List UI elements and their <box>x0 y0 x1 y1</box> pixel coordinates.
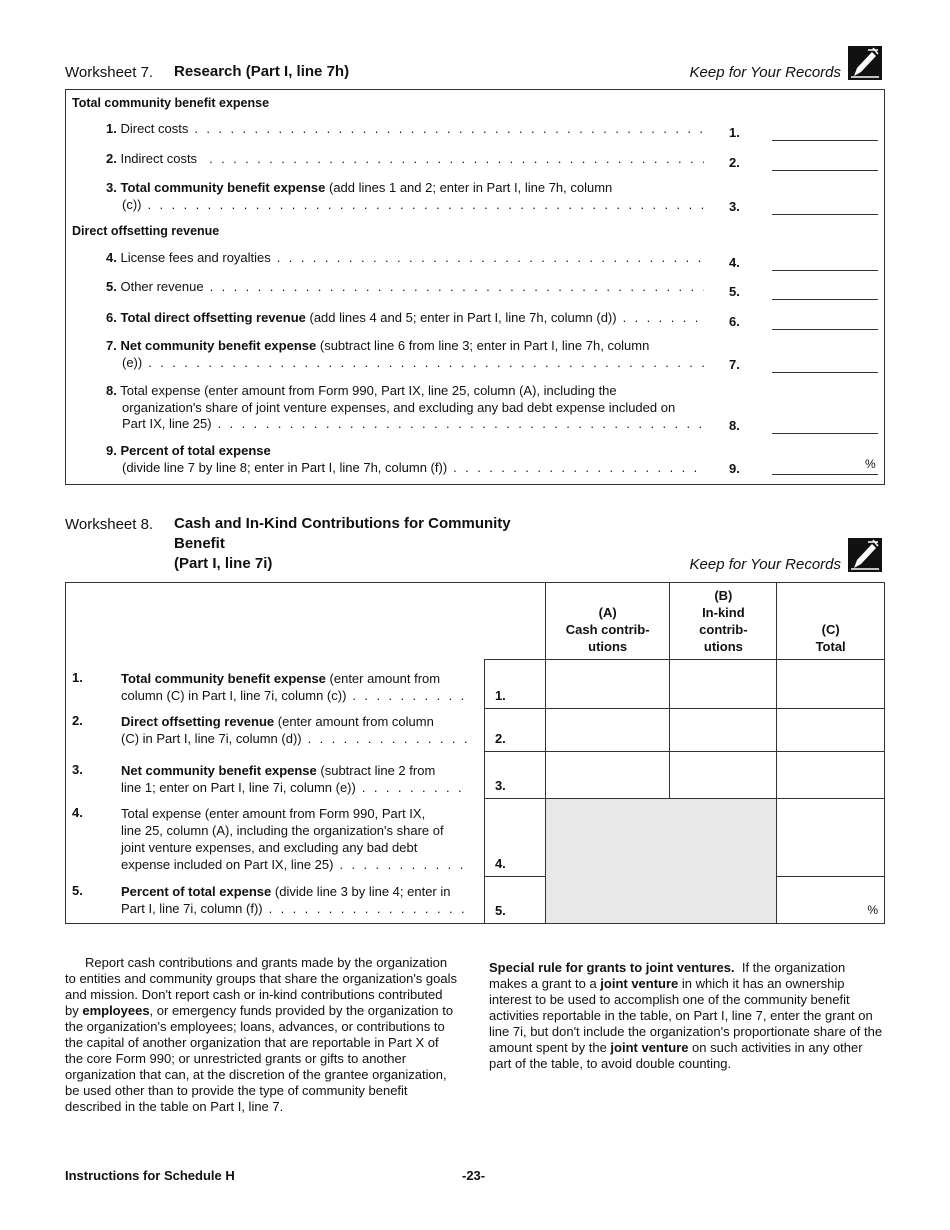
ws8-r1-total[interactable] <box>777 660 885 709</box>
ws7-line-num-2: 2. <box>729 155 740 170</box>
ws7-percent-sign: % <box>865 457 876 471</box>
ws7-line-num-4: 4. <box>729 255 740 270</box>
ws7-line-num-1: 1. <box>729 125 740 140</box>
ws8-line-num-1: 1. <box>484 660 545 709</box>
ws8-line-num-2: 2. <box>484 709 545 752</box>
ws8-line-num-3: 3. <box>484 752 545 799</box>
ws7-answer-7[interactable] <box>772 371 878 373</box>
ws8-line-num-5: 5. <box>484 877 545 924</box>
ws7-answer-4[interactable] <box>772 269 878 271</box>
table-row: 5. Percent of total expense (divide line 3 by line 4; enter in Part I, line 7i, column (f)) . . . 5. % <box>66 877 885 924</box>
ws8-header-row <box>66 583 885 660</box>
ws8-title-1: Cash and In-Kind Contributions for Community <box>174 515 511 532</box>
ws7-line-3: 3. Total community benefit expense (add lines 1 and 2; enter in Part I, line 7h, column (c)) . . . <box>106 180 704 213</box>
col-c-header: (C) Total <box>777 583 885 660</box>
ws7-answer-9[interactable] <box>772 473 878 475</box>
left-paragraph: Report cash contributions and grants made by the organization to entities and community groups that share the organization's goals and mission. Don't report cash or in-kind contributions contributed by employees, or emergency funds provided by the organization to the organization's employees; loans, advances, or contributions to the capital of another organization that are reportable in Part X of the core Form 990; or unrestricted grants or gifts to another organization that can, at the discretion of the grantee organization, be used other than to provide the type of community benefit described in the table on Part I, line 7. <box>65 955 457 1114</box>
ws8-title-2: Benefit <box>174 535 225 552</box>
pencil-records-icon <box>848 538 882 572</box>
ws7-line-2: 2. Indirect costs . . . <box>106 151 704 168</box>
ws8-r3-cash[interactable] <box>545 752 670 799</box>
col-a-header: (A) Cash contrib- utions <box>545 583 670 660</box>
ws7-answer-6[interactable] <box>772 328 878 330</box>
ws8-r2-total[interactable] <box>777 709 885 752</box>
table-row: 2. Direct offsetting revenue (enter amount from column (C) in Part I, line 7i, column (d)) . . . 2. <box>66 709 885 752</box>
ws7-section-revenue: Direct offsetting revenue <box>72 224 220 238</box>
ws7-line-4: 4. License fees and royalties . . . <box>106 250 704 267</box>
right-paragraph: Special rule for grants to joint ventures. If the organization makes a grant to a joint venture in which it has an ownership interest to be used to accomplish one of the community benefit activities reportable in the table, on Part I, line 7, enter the grant on line 7i, but don't include the organization's proportionate share of the amount spent by the joint venture on such activities in any other part of the table, to avoid double counting. <box>489 960 883 1071</box>
ws7-line-6: 6. Total direct offsetting revenue (add lines 4 and 5; enter in Part I, line 7h, column (d)) . . . <box>106 310 704 327</box>
ws8-r3-total[interactable] <box>777 752 885 799</box>
ws8-r2-inkind[interactable] <box>670 709 777 752</box>
ws8-keep-records: Keep for Your Records <box>689 556 841 573</box>
ws7-line-9: 9. Percent of total expense (divide line 7 by line 8; enter in Part I, line 7h, column (f)) . . . <box>106 443 704 476</box>
ws7-line-1: 1. Direct costs . . . <box>106 121 704 138</box>
ws7-number: Worksheet 7. <box>65 64 154 81</box>
ws7-title: Research (Part I, line 7h) <box>174 63 350 80</box>
ws8-r1-cash[interactable] <box>545 660 670 709</box>
ws7-line-8: 8. Total expense (enter amount from Form 990, Part IX, line 25, column (A), including the organization's share of joint venture expenses, and excluding any bad debt expense included on Part IX, line 25) . . . <box>106 383 710 433</box>
ws8-r1-inkind[interactable] <box>670 660 777 709</box>
table-row: 4. Total expense (enter amount from Form 990, Part IX, line 25, column (A), including the organization's share of joint venture expenses, and excluding any bad debt expense included on Part IX, line 25) . . . 4. <box>66 799 885 877</box>
footer-title: Instructions for Schedule H <box>65 1168 235 1183</box>
ws7-answer-3[interactable] <box>772 213 878 215</box>
ws8-r3-inkind[interactable] <box>670 752 777 799</box>
ws7-line-num-5: 5. <box>729 284 740 299</box>
ws7-line-num-6: 6. <box>729 314 740 329</box>
ws8-number: Worksheet 8. <box>65 516 154 533</box>
ws8-line-num-4: 4. <box>484 799 545 877</box>
ws7-section-total: Total community benefit expense <box>72 96 270 110</box>
ws8-r2-cash[interactable] <box>545 709 670 752</box>
ws7-keep-records: Keep for Your Records <box>689 64 841 81</box>
pencil-records-icon <box>848 46 882 80</box>
ws7-line-num-7: 7. <box>729 357 740 372</box>
ws7-line-7: 7. Net community benefit expense (subtract line 6 from line 3; enter in Part I, line 7h, column (e)) . . . <box>106 338 704 371</box>
ws7-line-5: 5. Other revenue . . . <box>106 279 704 296</box>
ws8-table <box>65 582 885 924</box>
col-b-header: (B) In-kind contrib- utions <box>670 583 777 660</box>
ws8-r4-total[interactable] <box>777 799 885 877</box>
ws7-answer-2[interactable] <box>772 169 878 171</box>
ws7-line-num-3: 3. <box>729 199 740 214</box>
ws7-line-num-9: 9. <box>729 461 740 476</box>
ws7-answer-5[interactable] <box>772 298 878 300</box>
page-number: -23- <box>462 1168 486 1183</box>
ws7-answer-8[interactable] <box>772 432 878 434</box>
ws7-line-num-8: 8. <box>729 418 740 433</box>
table-row: 1. Total community benefit expense (enter amount from column (C) in Part I, line 7i, column (c)) . . . 1. <box>66 660 885 709</box>
ws7-answer-1[interactable] <box>772 139 878 141</box>
ws8-title-3: (Part I, line 7i) <box>174 555 273 572</box>
ws8-shaded-area <box>545 799 776 924</box>
ws8-r5-total[interactable]: % <box>777 877 885 924</box>
table-row: 3. Net community benefit expense (subtract line 2 from line 1; enter on Part I, line 7i, column (e)) . . . 3. <box>66 752 885 799</box>
